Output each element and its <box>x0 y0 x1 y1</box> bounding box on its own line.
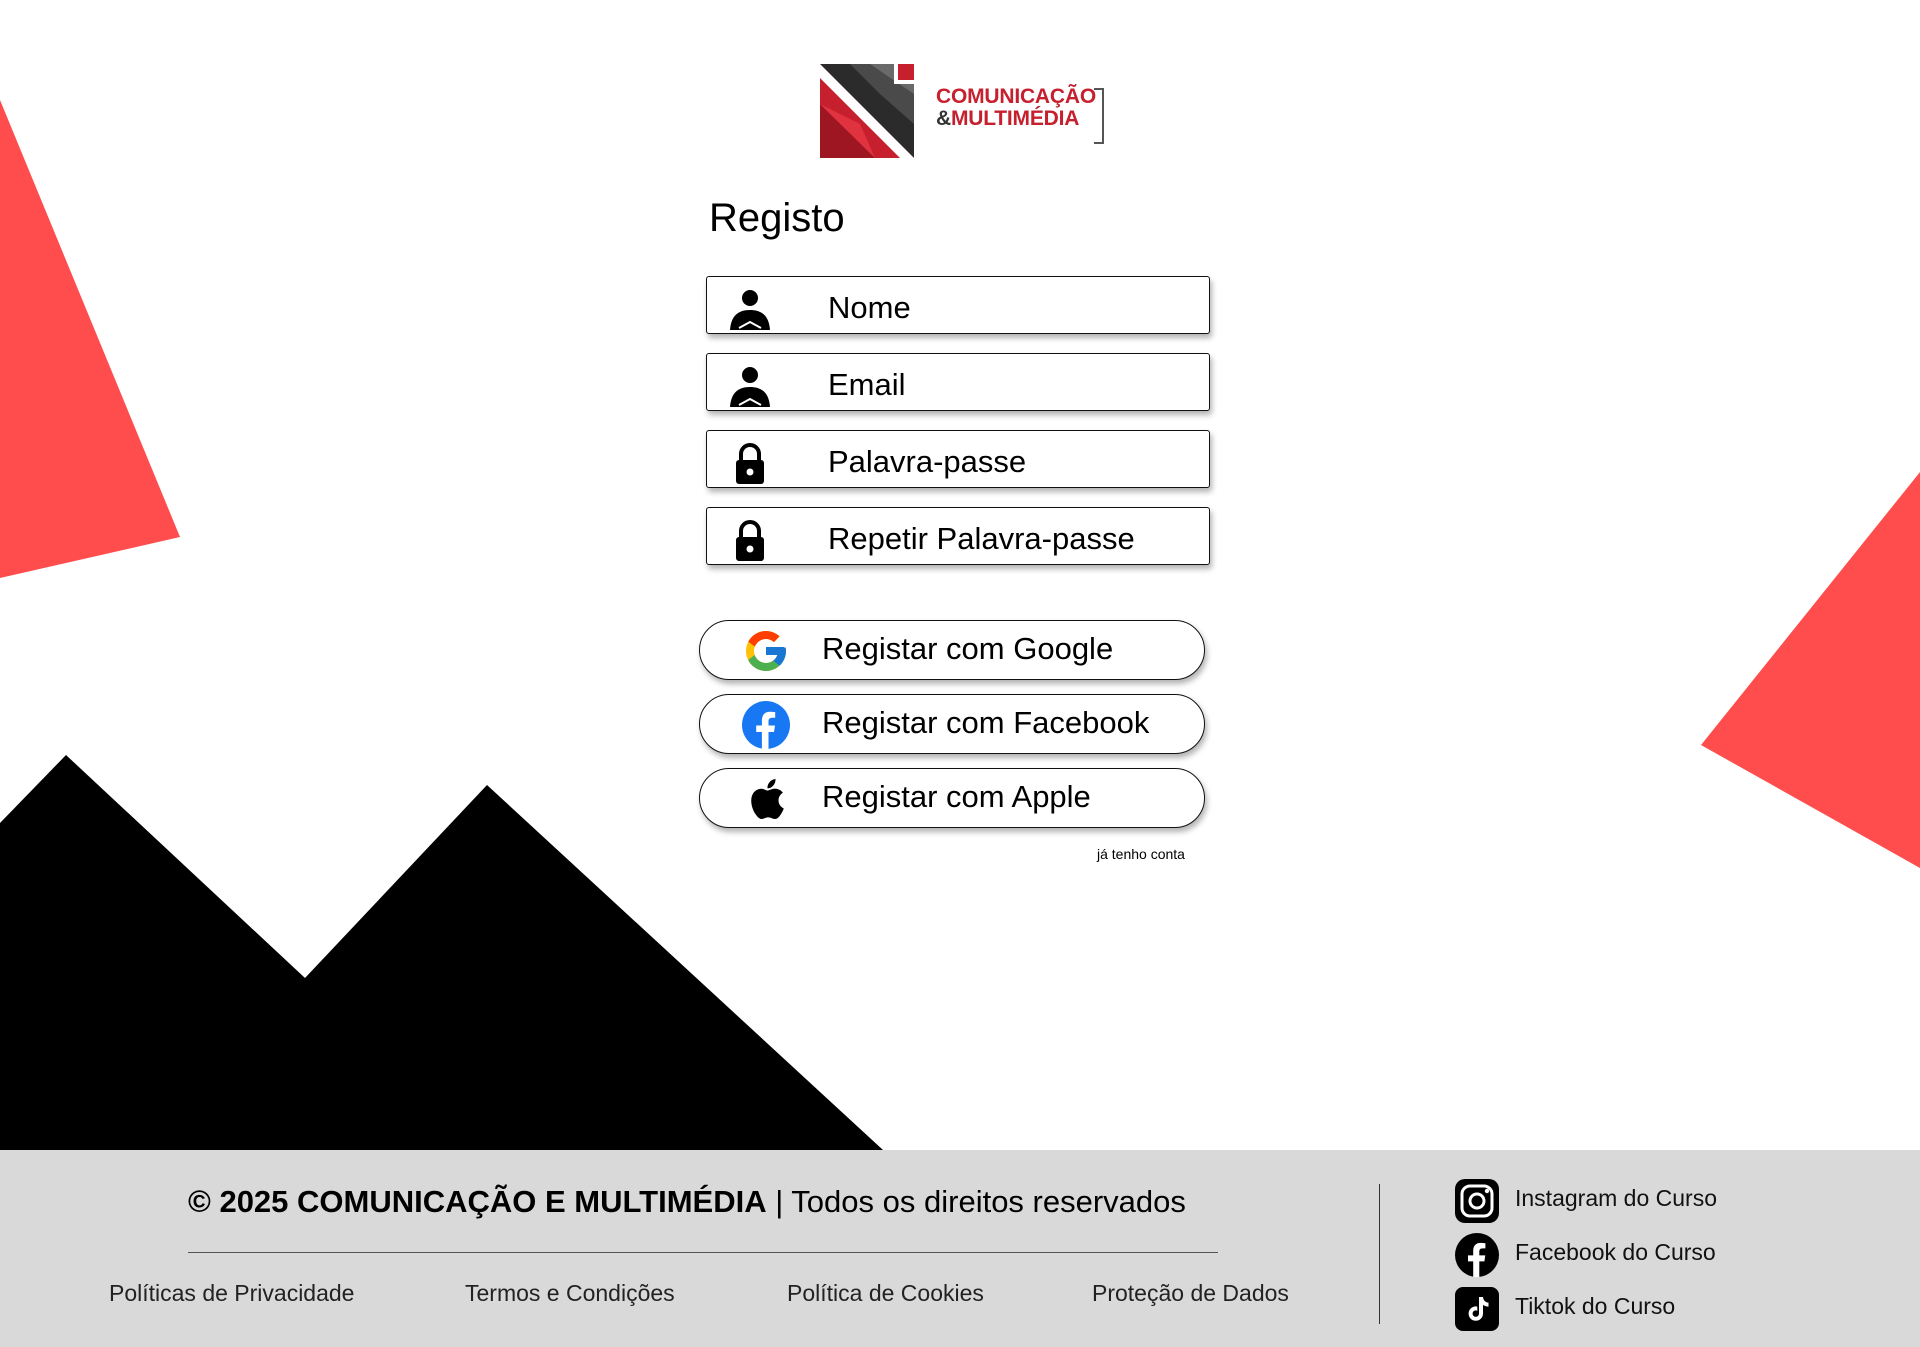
terms-link[interactable]: Termos e Condições <box>465 1280 675 1306</box>
google-icon <box>742 627 790 675</box>
red-triangle-left <box>0 100 180 578</box>
privacy-policy-link[interactable]: Políticas de Privacidade <box>109 1280 355 1306</box>
password-field[interactable] <box>706 430 1210 488</box>
logo-line-1: COMUNICAÇÃO <box>936 85 1096 108</box>
footer-vertical-divider <box>1379 1184 1380 1324</box>
logo-wordmark <box>936 86 1102 146</box>
facebook-signup-label: Registar com Facebook <box>822 705 1150 740</box>
apple-signup-label: Registar com Apple <box>822 779 1091 814</box>
data-protection-link[interactable]: Proteção de Dados <box>1092 1280 1289 1306</box>
red-triangle-right <box>1701 472 1920 868</box>
logo-bracket <box>1094 88 1104 144</box>
already-have-account-link[interactable]: já tenho conta <box>1097 846 1185 862</box>
google-signup-label: Registar com Google <box>822 631 1114 666</box>
tiktok-icon <box>1455 1287 1499 1331</box>
page-title: Registo <box>709 196 845 240</box>
user-icon <box>729 365 771 407</box>
google-signup-button[interactable] <box>699 620 1205 680</box>
facebook-icon <box>1455 1233 1499 1277</box>
email-field-label: Email <box>828 367 906 402</box>
email-field[interactable] <box>706 353 1210 411</box>
facebook-icon <box>742 701 790 749</box>
footer <box>0 1150 1920 1347</box>
logo-mark-icon <box>820 64 914 158</box>
copyright-brand: © 2025 COMUNICAÇÃO E MULTIMÉDIA <box>188 1184 767 1219</box>
repeat-password-field-label: Repetir Palavra-passe <box>828 521 1135 556</box>
user-icon <box>729 288 771 330</box>
tiktok-label: Tiktok do Curso <box>1515 1293 1676 1319</box>
cookies-policy-link[interactable]: Política de Cookies <box>787 1280 984 1306</box>
password-field-label: Palavra-passe <box>828 444 1027 479</box>
apple-icon <box>742 775 790 823</box>
apple-signup-button[interactable] <box>699 768 1205 828</box>
copyright <box>188 1184 1186 1220</box>
instagram-icon <box>1455 1179 1499 1223</box>
logo-line-2: MULTIMÉDIA <box>950 107 1080 130</box>
instagram-label: Instagram do Curso <box>1515 1185 1717 1211</box>
logo-ampersand: & <box>936 107 951 130</box>
facebook-signup-button[interactable] <box>699 694 1205 754</box>
brand-logo <box>820 64 1102 158</box>
repeat-password-field[interactable] <box>706 507 1210 565</box>
lock-icon <box>729 519 771 561</box>
facebook-label: Facebook do Curso <box>1515 1239 1716 1265</box>
name-field[interactable] <box>706 276 1210 334</box>
footer-divider <box>188 1252 1218 1253</box>
copyright-rights: | Todos os direitos reservados <box>766 1184 1186 1219</box>
name-field-label: Nome <box>828 290 911 325</box>
lock-icon <box>729 442 771 484</box>
